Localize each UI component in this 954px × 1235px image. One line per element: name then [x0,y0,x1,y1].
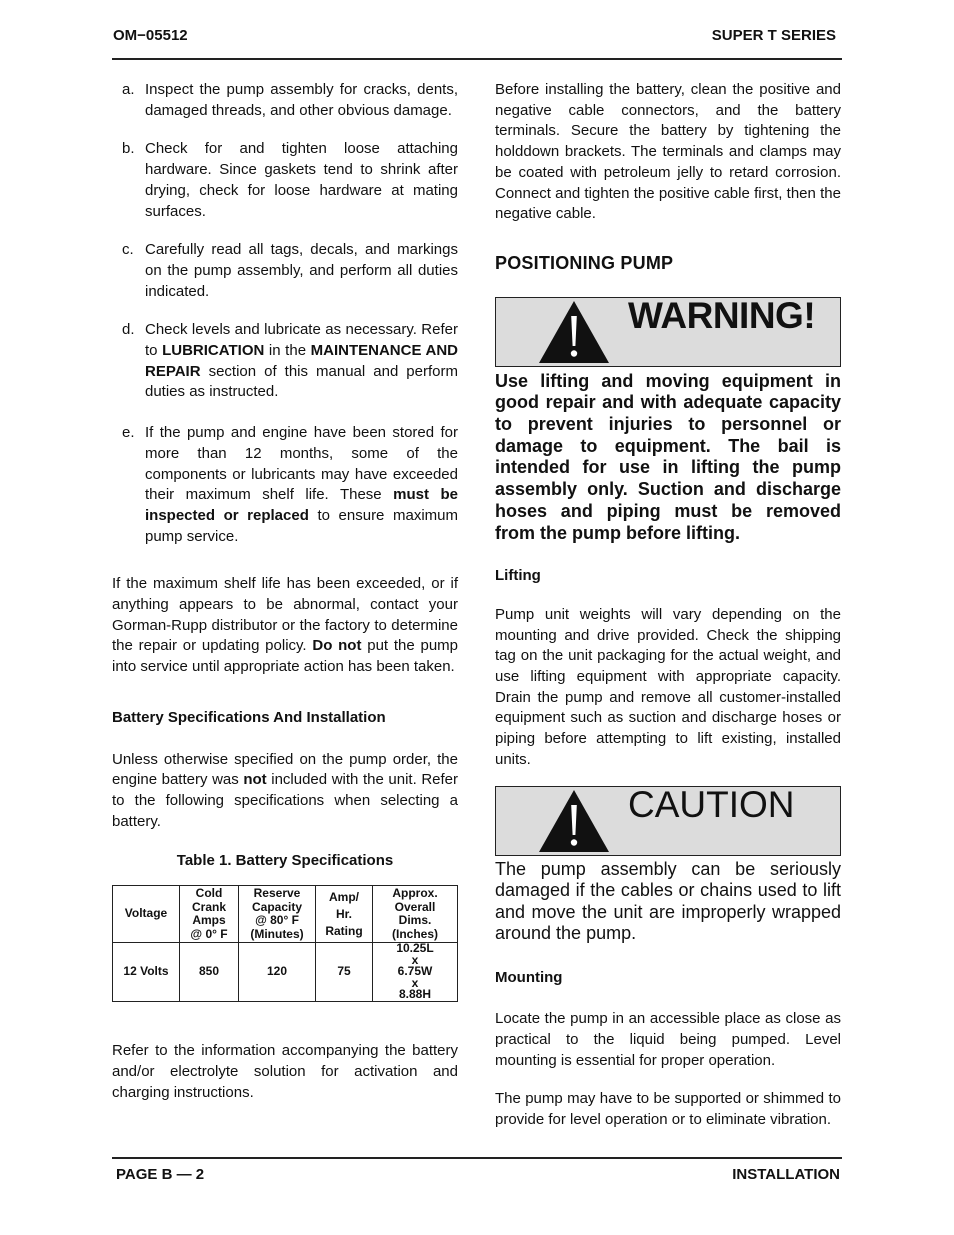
table-cell: 75 [316,943,373,1002]
page-number: PAGE B — 2 [116,1166,205,1183]
warning-text: Use lifting and moving equipment in good repair and with adequate capacity to prevent injuries to personnel or damage to equipment. The bail is intended for use in lifting the pump assembly only. Suction and discharge hoses and piping must be removed from the pump before lifting. [495,370,841,543]
table-cell: 10.25L x 6.75W x 8.88H [373,943,458,1002]
warning-word: WARNING! [628,294,816,336]
battery-heading: Battery Specifications And Installation [112,708,386,726]
list-item-c: c. Carefully read all tags, decals, and markings on the pump assembly, and perform all duties indicated. [122,241,458,300]
table-header-cell: Approx. Overall Dims. (Inches) [373,886,458,943]
caution-triangle-icon [538,789,610,853]
doc-number: OM−05512 [113,27,188,44]
warning-triangle-icon [538,300,610,364]
lifting-paragraph: Pump unit weights will vary depending on the mounting and drive provided. Check the shipping tag on the unit packaging for the actual weight, and use lifting equipment with appropriate capacity. Drain the pump and remove all customer-installed equipment such as suction and discharge hoses or piping before attempting to lift existing, installed units. [495,605,841,768]
list-item-b: b. Check for and tighten loose attaching hardware. Since gaskets tend to shrink after drying, check for loose hardware at mating surfaces. [122,140,458,220]
table-header-cell: Cold Crank Amps @ 0° F [180,886,239,943]
warning-banner [495,294,841,367]
lifting-heading: Lifting [495,567,541,585]
mounting-paragraph-1: Locate the pump in an accessible place as close as practical to the liquid being pumped. Level mounting is essential for proper operation. [495,1010,841,1069]
caution-word: CAUTION [628,783,795,825]
table-header-row [113,886,458,943]
section-name: INSTALLATION [732,1166,840,1183]
series-title: SUPER T SERIES [711,27,836,44]
positioning-heading: POSITIONING PUMP [495,252,674,273]
table-cell: 120 [239,943,316,1002]
table-cell: 850 [180,943,239,1002]
list-item-e: e. If the pump and engine have been stored for more than 12 months, some of the components or lubricants may have exceeded their maximum shelf life. These must be inspected or replaced to ensure maximum pump service. [122,424,459,545]
table-header-cell: Voltage [113,886,180,943]
left-column [112,80,458,1103]
table-caption: Table 1. Battery Specifications [176,852,394,870]
header-rule [112,58,842,60]
shelf-life-paragraph: If the maximum shelf life has been exceeded, or if anything appears to be abnormal, contact your Gorman-Rupp distributor or the factory to determine the repair or updating policy. Do not put the pump into service until appropriate action has been taken. [112,575,458,676]
refer-paragraph: Refer to the information accompanying the battery and/or electrolyte solution for activation and charging instructions. [112,1042,458,1101]
list-item-a: a. Inspect the pump assembly for cracks, dents, damaged threads, and other obvious damage. [122,81,458,119]
mounting-heading: Mounting [495,968,563,986]
table-row [113,943,458,1002]
caution-banner [495,783,841,856]
right-column [495,80,841,1131]
battery-table [112,885,458,1002]
table-cell: 12 Volts [113,943,180,1002]
battery-paragraph: Unless otherwise specified on the pump order, the engine battery was not included with the unit. Refer to the following specifications when selecting a battery. [112,750,458,830]
table-header-cell: Reserve Capacity @ 80° F (Minutes) [239,886,316,943]
list-item-d: d. Check levels and lubricate as necessary. Refer to LUBRICATION in the MAINTENANCE AND REPAIR section of this manual and perform duties as instructed. [122,321,458,401]
footer-rule [112,1157,842,1159]
mounting-paragraph-2: The pump may have to be supported or shimmed to provide for level operation or to eliminate vibration. [495,1090,841,1129]
caution-text: The pump assembly can be seriously damaged if the cables or chains used to lift and move the unit are improperly wrapped around the pump. [495,858,841,944]
battery-install-paragraph: Before installing the battery, clean the positive and negative cable connectors, and the battery terminals. Secure the battery by tightening the holddown brackets. The terminals and clamps may be coated with petroleum jelly to retard corrosion. Connect and tighten the positive cable first, then the negative cable. [495,81,841,223]
table-header-cell: Amp/ Hr. Rating [316,886,373,943]
